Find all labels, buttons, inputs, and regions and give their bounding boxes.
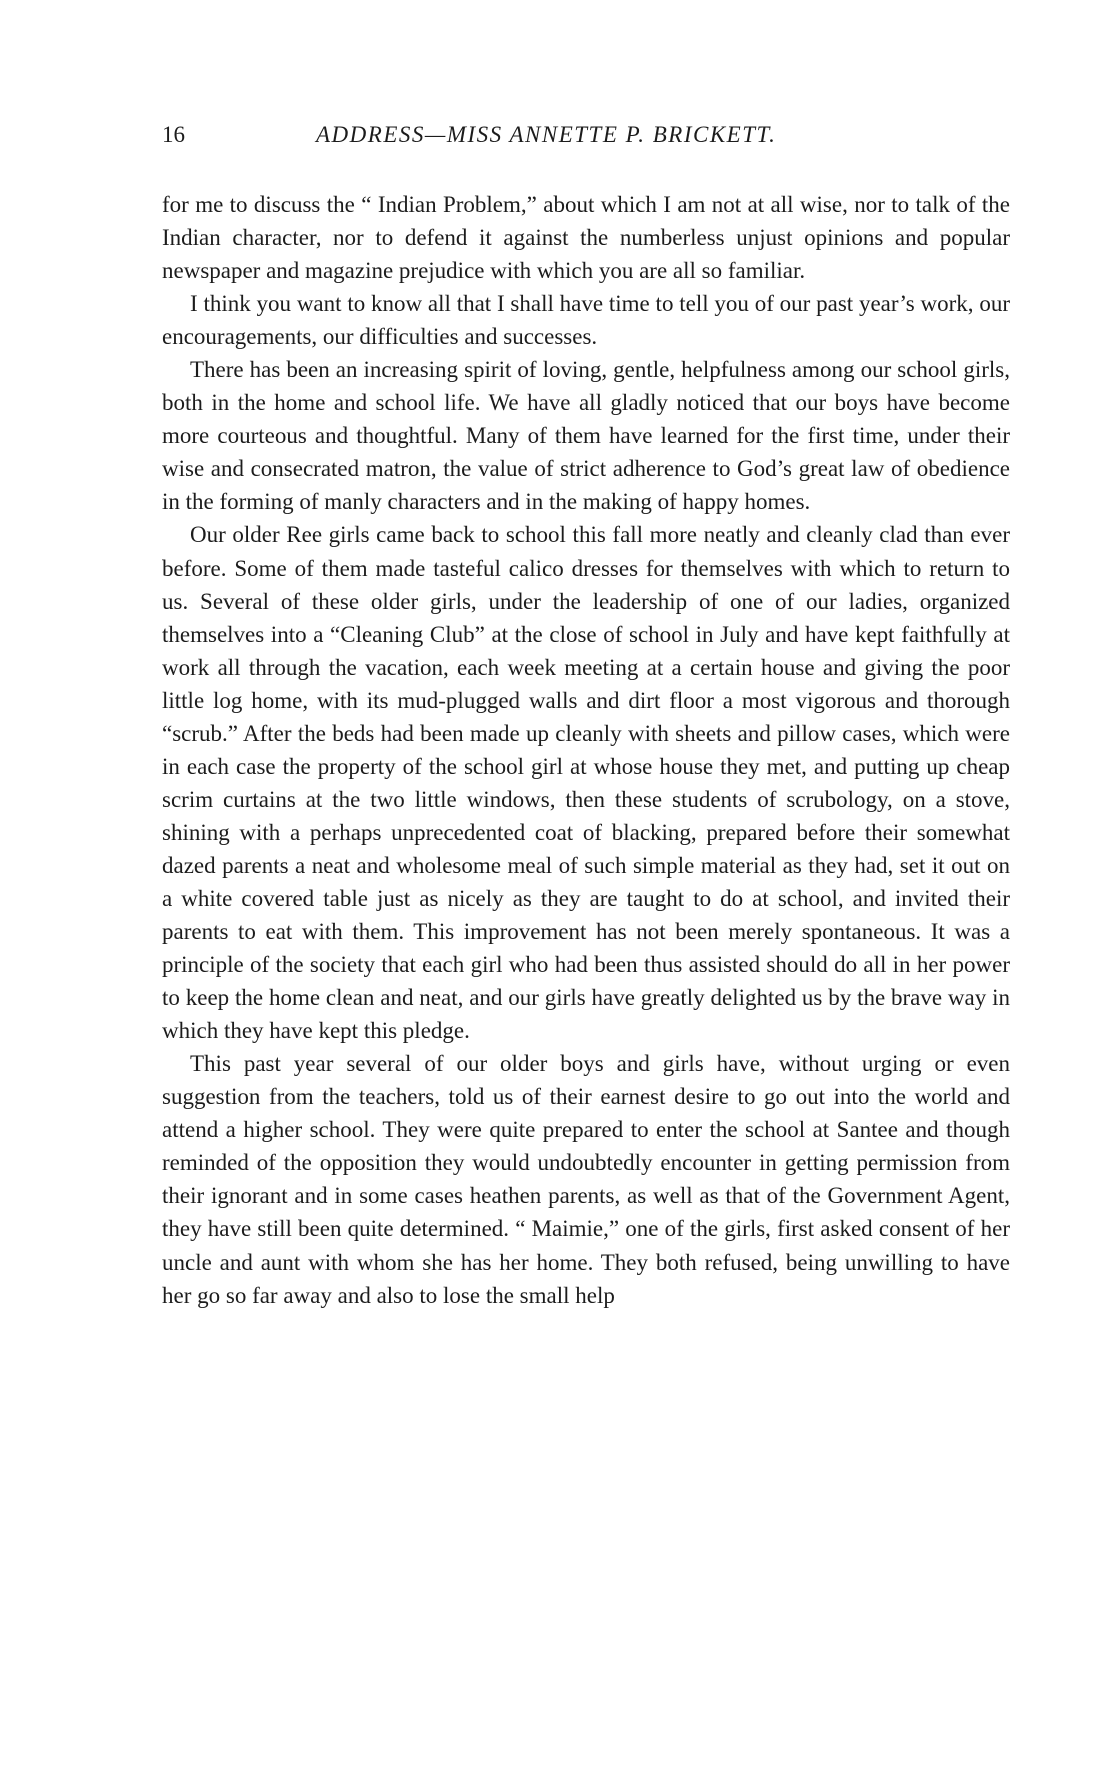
- body-text: [162, 188, 1010, 1312]
- running-head: [162, 122, 1010, 156]
- paragraph-past-year-work: I think you want to know all that I shall have time to tell you of our past year’s work, our encouragements, our difficulties and successes.: [162, 291, 1010, 350]
- page-number: 16: [162, 122, 185, 147]
- paragraph-continued: for me to discuss the “ Indian Problem,” about which I am not at all wise, nor to talk of the Indian character, nor to defend it against the numberless unjust opinions and popular newspaper and magazine prejudice with which you are all so familiar.: [162, 192, 1010, 284]
- paragraph-cleaning-club: Our older Ree girls came back to school this fall more neatly and cleanly clad than ever before. Some of them made tasteful calico dresses for themselves with which to return to us. Several of these older girls, under the leadership of one of our ladies, organized themselves into a “Cleaning Club” at the close of school in July and have kept faithfully at work all through the vacation, each week meeting at a certain house and giving the poor little log home, with its mud-plugged walls and dirt floor a most vigorous and thorough “scrub.” After the beds had been made up cleanly with sheets and pillow cases, which were in each case the property of the school girl at whose house they met, and putting up cheap scrim curtains at the two little windows, then these students of scrubology, on a stove, shining with a perhaps unprecedented coat of blacking, prepared before their somewhat dazed parents a neat and wholesome meal of such simple material as they had, set it out on a white covered table just as nicely as they are taught to do at school, and invited their parents to eat with them. This improvement has not been merely spontaneous. It was a principle of the society that each girl who had been thus assisted should do all in her power to keep the home clean and neat, and our girls have greatly delighted us by the brave way in which they have kept this pledge.: [162, 522, 1010, 1044]
- paragraph-helpfulness: There has been an increasing spirit of loving, gentle, helpfulness among our school girls, both in the home and school life. We have all gladly noticed that our boys have become more courteous and thoughtful. Many of them have learned for the first time, under their wise and consecrated matron, the value of strict adherence to God’s great law of obedience in the forming of manly characters and in the making of happy homes.: [162, 357, 1010, 515]
- paragraph-higher-school: This past year several of our older boys and girls have, without urging or even suggestion from the teachers, told us of their earnest desire to go out into the world and attend a higher school. They were quite prepared to enter the school at Santee and though reminded of the opposition they would undoubtedly encounter in getting permission from their ignorant and in some cases heathen parents, as well as that of the Government Agent, they have still been quite determined. “ Maimie,” one of the girls, first asked consent of her uncle and aunt with whom she has her home. They both refused, being unwilling to have her go so far away and also to lose the small help: [162, 1051, 1010, 1308]
- running-head-title: ADDRESS—MISS ANNETTE P. BRICKETT.: [316, 122, 777, 147]
